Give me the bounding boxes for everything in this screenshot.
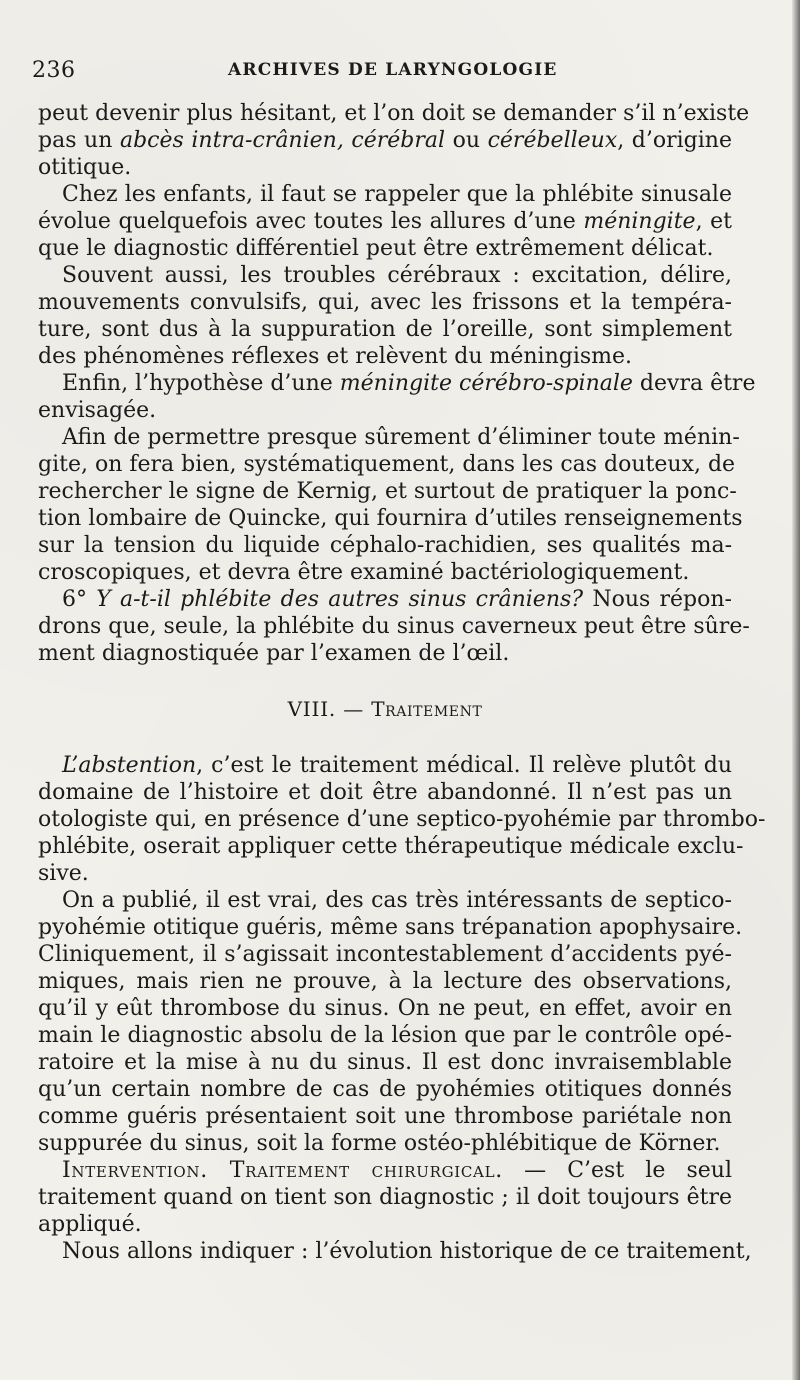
italic-run: méningite cérébro-spinale bbox=[339, 371, 633, 396]
text-line: On a publié, il est vrai, des cas très intéressants de septico- bbox=[62, 888, 732, 913]
running-head: ARCHIVES DE LARYNGOLOGIE bbox=[228, 60, 558, 80]
text-line: domaine de l’histoire et doit être abandonné. Il n’est pas un bbox=[38, 780, 732, 805]
italic-run: Y a-t-il phlébite des autres sinus crâniens? bbox=[96, 587, 584, 612]
text-line: phlébite, oserait appliquer cette thérapeutique médicale exclu- bbox=[38, 834, 744, 859]
text-line: traitement quand on tient son diagnostic ; il doit toujours être bbox=[38, 1185, 732, 1210]
text-line: Nous allons indiquer : l’évolution historique de ce traitement, bbox=[62, 1239, 752, 1264]
text-run: devra être bbox=[632, 371, 756, 396]
text-run: évolue quelquefois avec toutes les allures d’une bbox=[38, 209, 584, 234]
section-title: Traitement bbox=[371, 697, 483, 721]
text-line bbox=[38, 752, 732, 779]
page-number: 236 bbox=[32, 58, 76, 83]
text-line bbox=[38, 1157, 732, 1184]
italic-run: L’abstention bbox=[62, 753, 197, 778]
text-run: , et bbox=[695, 209, 732, 234]
text-line: comme guéris présentaient soit une thrombose pariétale non bbox=[38, 1104, 732, 1129]
text-line: que le diagnostic différentiel peut être extrêmement délicat. bbox=[38, 236, 714, 261]
spacer bbox=[38, 667, 732, 696]
text-line: gite, on fera bien, systématiquement, dans les cas douteux, de bbox=[38, 452, 736, 477]
text-line: Cliniquement, il s’agissait incontestablement d’accidents pyé- bbox=[38, 942, 732, 967]
text-line: peut devenir plus hésitant, et l’on doit se demander s’il n’existe bbox=[38, 101, 750, 126]
section-number: VIII. — bbox=[287, 697, 372, 721]
text-line: pyohémie otitique guéris, même sans trépanation apophysaire. bbox=[38, 915, 743, 940]
body-text bbox=[38, 100, 766, 1265]
text-line: suppurée du sinus, soit la forme ostéo-phlébitique de Körner. bbox=[38, 1131, 721, 1156]
text-line bbox=[38, 370, 756, 397]
text-line bbox=[38, 586, 732, 613]
text-line: rechercher le signe de Kernig, et surtout de pratiquer la ponc- bbox=[38, 479, 737, 504]
text-line bbox=[38, 127, 732, 154]
text-line: otitique. bbox=[38, 155, 132, 180]
text-run: ou bbox=[445, 128, 488, 153]
text-line: envisagée. bbox=[38, 398, 157, 423]
small-caps-run: Intervention. Traitement chirurgical. bbox=[62, 1158, 503, 1183]
text-line: Afin de permettre presque sûrement d’éliminer toute ménin- bbox=[62, 425, 740, 450]
italic-run: abcès intra-crânien, cérébral bbox=[119, 128, 446, 153]
text-run: pas un bbox=[38, 128, 120, 153]
text-line: ment diagnostiquée par l’examen de l’œil. bbox=[38, 641, 510, 666]
text-line: appliqué. bbox=[38, 1212, 142, 1237]
text-run: Enfin, l’hypothèse d’une bbox=[62, 371, 340, 396]
text-line: croscopiques, et devra être examiné bactériologiquement. bbox=[38, 560, 690, 585]
italic-run: méningite bbox=[583, 209, 696, 234]
text-line: miques, mais rien ne prouve, à la lecture des observations, bbox=[38, 969, 732, 994]
page-edge-shadow bbox=[792, 0, 800, 1380]
text-line: otologiste qui, en présence d’une septico-pyohémie par thrombo- bbox=[38, 807, 766, 832]
text-run: 6° bbox=[62, 587, 97, 612]
italic-run: cérébelleux bbox=[487, 128, 618, 153]
text-line bbox=[38, 208, 732, 235]
text-line: mouvements convulsifs, qui, avec les frissons et la tempéra- bbox=[38, 290, 732, 315]
text-run: Nous répon- bbox=[583, 587, 732, 612]
text-run: , d’origine bbox=[617, 128, 732, 153]
text-line: qu’il y eût thrombose du sinus. On ne peut, en effet, avoir en bbox=[38, 996, 732, 1021]
text-line: ratoire et la mise à nu du sinus. Il est donc invraisemblable bbox=[38, 1050, 732, 1075]
page-header bbox=[32, 58, 732, 88]
text-run: , c’est le traitement médical. Il relève plutôt du bbox=[196, 753, 732, 778]
section-heading bbox=[38, 696, 732, 723]
text-line: ture, sont dus à la suppuration de l’oreille, sont simplement bbox=[38, 317, 732, 342]
text-line: main le diagnostic absolu de la lésion que par le contrôle opé- bbox=[38, 1023, 732, 1048]
text-line: Souvent aussi, les troubles cérébraux : excitation, délire, bbox=[62, 263, 732, 288]
text-line: sur la tension du liquide céphalo-rachidien, ses qualités ma- bbox=[38, 533, 732, 558]
text-run: — C’est le seul bbox=[502, 1158, 732, 1183]
text-line: des phénomènes réflexes et relèvent du méningisme. bbox=[38, 344, 633, 369]
text-line: drons que, seule, la phlébite du sinus caverneux peut être sûre- bbox=[38, 614, 750, 639]
text-line: sive. bbox=[38, 861, 89, 886]
text-line: qu’un certain nombre de cas de pyohémies otitiques donnés bbox=[38, 1077, 732, 1102]
text-line: tion lombaire de Quincke, qui fournira d’utiles renseignements bbox=[38, 506, 743, 531]
spacer bbox=[38, 723, 732, 752]
text-line: Chez les enfants, il faut se rappeler que la phlébite sinusale bbox=[62, 182, 732, 207]
